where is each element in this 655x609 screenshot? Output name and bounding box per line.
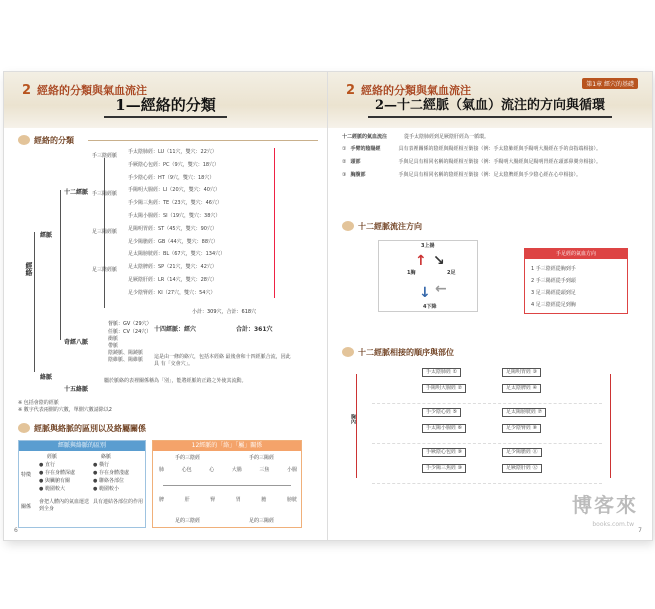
label-up: 3上揚 <box>421 243 435 249</box>
organ-label: 腎 <box>210 497 216 503</box>
rule-text: 手與足具有相同名稱的陽經相互銜接（例：手陽明大腸經與足陽明胃經在頭部鼻翼旁相接）。 <box>398 159 601 165</box>
meridian-entry: 手少陽三焦經：TE（23穴，雙穴：46穴） <box>128 200 222 207</box>
rule-number: ① <box>342 146 347 152</box>
chain-meridian: 手厥陰心包經 ⑨ <box>422 448 466 457</box>
right-chapter-heading: 2 經絡的分類與氣血流注 <box>346 83 472 98</box>
watermark: 博客來 <box>572 493 638 517</box>
luomai-trait: ● 範圍較小 <box>93 486 119 492</box>
chain-meridian: 手太陰肺經 ① <box>422 368 461 377</box>
organ-label: 肺 <box>159 467 165 473</box>
rule-heading: 手臂的陰陽經 <box>350 146 381 152</box>
chain-meridian: 手少陰心經 ⑤ <box>422 408 461 417</box>
arrow-left-icon: ← <box>435 281 447 297</box>
organ-label: 脾 <box>159 497 165 503</box>
group-hand-yang: 手三陽經脈 <box>92 191 118 197</box>
jingmai-trait: ● 存在身體深處 <box>39 470 75 476</box>
left-chapter-heading: 2 經絡的分類與氣血流注 <box>22 83 148 98</box>
fourteen-meridians: 十四經脈：經穴 <box>154 326 197 333</box>
chain-meridian: 足太陽膀胱經 ⑦ <box>502 408 546 417</box>
meridian-entry: 足陽明胃經：ST（45穴，雙穴：90穴） <box>128 225 217 232</box>
organ-label: 肝 <box>184 497 190 503</box>
other-vessels <box>108 336 143 364</box>
luomai-trait: ● 聯絡各部位 <box>93 478 124 484</box>
node-jingmai: 經脈 <box>40 232 53 239</box>
rule-text: 手與足具有相同名稱的陰經相互銜接（例：足太陰脾經與手少陰心經在心中相接）。 <box>398 172 581 178</box>
chain-group <box>372 404 602 444</box>
junction-rules <box>342 146 638 185</box>
section-marker-icon <box>342 221 354 231</box>
label-down: 4下降 <box>423 304 437 310</box>
organ-label: 三焦 <box>259 467 270 473</box>
arrow-down-icon: ↓ <box>419 285 431 301</box>
organ-label: 小腸 <box>286 467 297 473</box>
luo-shu-diagram: 12經脈的「絡」「屬」關係 手的三陰經 手的三陽經 肺 心包 心 大腸 三焦 小腸 脾 肝 腎 胃 膽 膀胱 足的三陰經 足的三陽經 <box>152 440 302 528</box>
rule-number: ② <box>342 159 347 165</box>
chain-group <box>372 444 602 484</box>
sequence-chain <box>348 364 628 488</box>
meridian-entry: 手厥陰心包經：PC（9穴，雙穴：18穴） <box>128 161 220 168</box>
group-foot-yin: 足三陰經脈 <box>92 267 118 273</box>
meridian-entry: 手陽明大腸經：LI（20穴，雙穴：40穴） <box>128 187 220 194</box>
legend-item: 2 手三陽經從手到頭 <box>531 278 576 284</box>
left-page-title: 1—經絡的分類 <box>115 96 216 114</box>
section-flow-direction: 十二經脈流注方向 <box>342 220 422 232</box>
label-foot: 2足 <box>447 270 456 276</box>
ren-mai: 任脈：CV（24穴） <box>108 329 152 335</box>
intro-text: 從手太陰肺經到足厥陰肝經為一循環。 <box>404 134 490 140</box>
legend-item: 1 手三陰經從胸到手 <box>531 266 576 272</box>
legend-item: 4 足三陰經從足到胸 <box>531 302 576 308</box>
section-marker-icon <box>18 423 30 433</box>
chain-meridian: 手陽明大腸經 ② <box>422 384 466 393</box>
luomai-trait: ● 橫行 <box>93 462 109 468</box>
rule-heading: 頭部 <box>350 159 361 165</box>
other-vessel: 衝脈 <box>108 336 119 342</box>
other-vessel: 陰蹺脈、陽蹺脈 <box>108 350 144 356</box>
organ-label: 胃 <box>235 497 241 503</box>
chain-group <box>372 364 602 404</box>
chain-meridian: 足陽明胃經 ③ <box>502 368 541 377</box>
group-hand-yin: 手三陰經脈 <box>92 153 118 159</box>
arrow-up-icon: ↑ <box>415 253 427 269</box>
flow-diagram <box>378 240 478 312</box>
meridian-entry: 足少陽膽經：GB（44穴，雙穴：88穴） <box>128 238 219 245</box>
chain-meridian: 足太陰脾經 ④ <box>502 384 541 393</box>
section-marker-icon <box>18 135 30 145</box>
chain-meridian: 足少陽膽經 ⑪ <box>502 448 542 457</box>
jingmai-trait: ● 範圍較大 <box>39 486 65 492</box>
organ-label: 膀胱 <box>286 497 297 503</box>
node-luomai: 絡脈 <box>40 374 53 381</box>
legend-item: 3 足三陽經從頭到足 <box>531 290 576 296</box>
junction-rule <box>342 159 638 166</box>
organ-label: 心包 <box>181 467 192 473</box>
rule-number: ③ <box>342 172 347 178</box>
jingmai-trait: ● 與臟腑有關 <box>39 478 70 484</box>
left-page <box>4 72 328 540</box>
right-page-title: 2—十二經脈（氣血）流注的方向與循環 <box>374 98 606 113</box>
meridian-entry: 手少陰心經：HT（9穴，雙穴：18穴） <box>128 174 215 181</box>
node-shiwu: 十五絡脈 <box>64 386 89 393</box>
meridian-entry: 足少陰腎經：KI（27穴，雙穴：54穴） <box>128 289 216 296</box>
rule-heading: 胸腹部 <box>350 172 366 178</box>
right-title-underline <box>368 116 612 118</box>
section-classification: 經絡的分類 <box>18 134 74 146</box>
chain-meridian: 足厥陰肝經 ⑫ <box>502 464 542 473</box>
meridian-entry: 手太陰肺經：LU（11穴，雙穴：22穴） <box>128 149 217 155</box>
watermark-sub: books.com.tw <box>592 521 634 528</box>
node-shier: 十二經脈 <box>64 189 89 196</box>
junction-rule <box>342 146 638 153</box>
luo-note: 屬於脈絡的表裡關係稱為「別」，能將經脈的正路之外使其流動。 <box>104 378 247 384</box>
intro-head: 十二經脈的氣血流注 <box>342 134 388 140</box>
section-difference: 經脈與絡脈的區別以及絡屬關係 <box>18 422 146 434</box>
meridian-entry: 手太陽小腸經：SI（19穴，雙穴：38穴） <box>128 212 221 219</box>
meridian-entry: 足太陰脾經：SP（21穴，雙穴：42穴） <box>128 264 217 271</box>
note-1: ※ 包括會陰的經脈 <box>18 400 59 406</box>
du-mai: 督脈：GV（29穴） <box>108 321 152 327</box>
organ-label: 心 <box>209 467 215 473</box>
left-title-underline <box>104 116 227 118</box>
chain-meridian: 手少陽三焦經 ⑩ <box>422 464 466 473</box>
fourteen-total: 合計：361穴 <box>236 326 273 333</box>
organ-label: 膽 <box>261 497 267 503</box>
group-foot-yang: 足三陽經脈 <box>92 229 118 235</box>
jingmai-trait: ● 直行 <box>39 462 55 468</box>
chapter-tag: 第1章 經穴的基礎 <box>582 78 638 89</box>
subtotal: 小計：309穴，合計：618穴 <box>192 309 257 315</box>
node-qijing: 奇經八脈 <box>64 339 89 346</box>
arrow-diag-icon: ↘ <box>433 253 445 269</box>
direction-legend: 手足經的氣血方向 1 手三陰經從胸到手 2 手三陽經從手到頭 3 足三陽經從頭到足 4 足三陰經從足到胸 <box>524 248 628 314</box>
label-chest: 1胸 <box>407 270 416 276</box>
chain-meridian: 手太陽小腸經 ⑥ <box>422 424 466 433</box>
section-sequence: 十二經脈相接的順序與部位 <box>342 346 454 358</box>
section-marker-icon <box>342 347 354 357</box>
right-page <box>328 72 652 540</box>
book-spread <box>4 72 652 540</box>
meridian-entry: 足厥陰肝經：LR（14穴，雙穴：28穴） <box>128 276 217 283</box>
side-label: 胸內 <box>350 414 356 424</box>
luo-description: 這是由一條的絡穴，包括本經絡 最後會和十四經脈合流，因此具 有「交會穴」。 <box>154 354 291 367</box>
rule-text: 具有表裡關係的陰經與陽經相互銜接（例：手太陰肺經與手陽明大腸經在手的食指端相接）。 <box>398 146 601 152</box>
page-number-left: 6 <box>14 527 18 534</box>
other-vessel: 帶脈 <box>108 343 119 349</box>
page-number-right: 7 <box>638 527 642 534</box>
organ-label: 大腸 <box>231 467 242 473</box>
meridian-entry: 足太陽膀胱經：BL（67穴，雙穴：134穴） <box>128 251 226 258</box>
meridian-list <box>128 146 225 300</box>
other-vessel: 陰維脈、陽維脈 <box>108 357 144 363</box>
junction-rule <box>342 172 638 179</box>
luomai-trait: ● 存在身體淺處 <box>93 470 129 476</box>
chain-meridian: 足少陰腎經 ⑧ <box>502 424 541 433</box>
difference-table: 經脈與絡脈的區別 經脈 絡脈 特徵 ● 直行 ● 存在身體深處 ● 與臟腑有關 ● 範圍較大 ● 橫行 ● 存在身體淺處 ● 聯絡各部位 ● 範圍較小 關係 會把人體內的氣血運送到全身 具有連結各部位的作用 <box>18 440 146 528</box>
note-2: ※ 數字代表兩側的穴數，單側穴數請除以2 <box>18 407 112 413</box>
root-jingluo: 經絡 <box>25 262 33 276</box>
